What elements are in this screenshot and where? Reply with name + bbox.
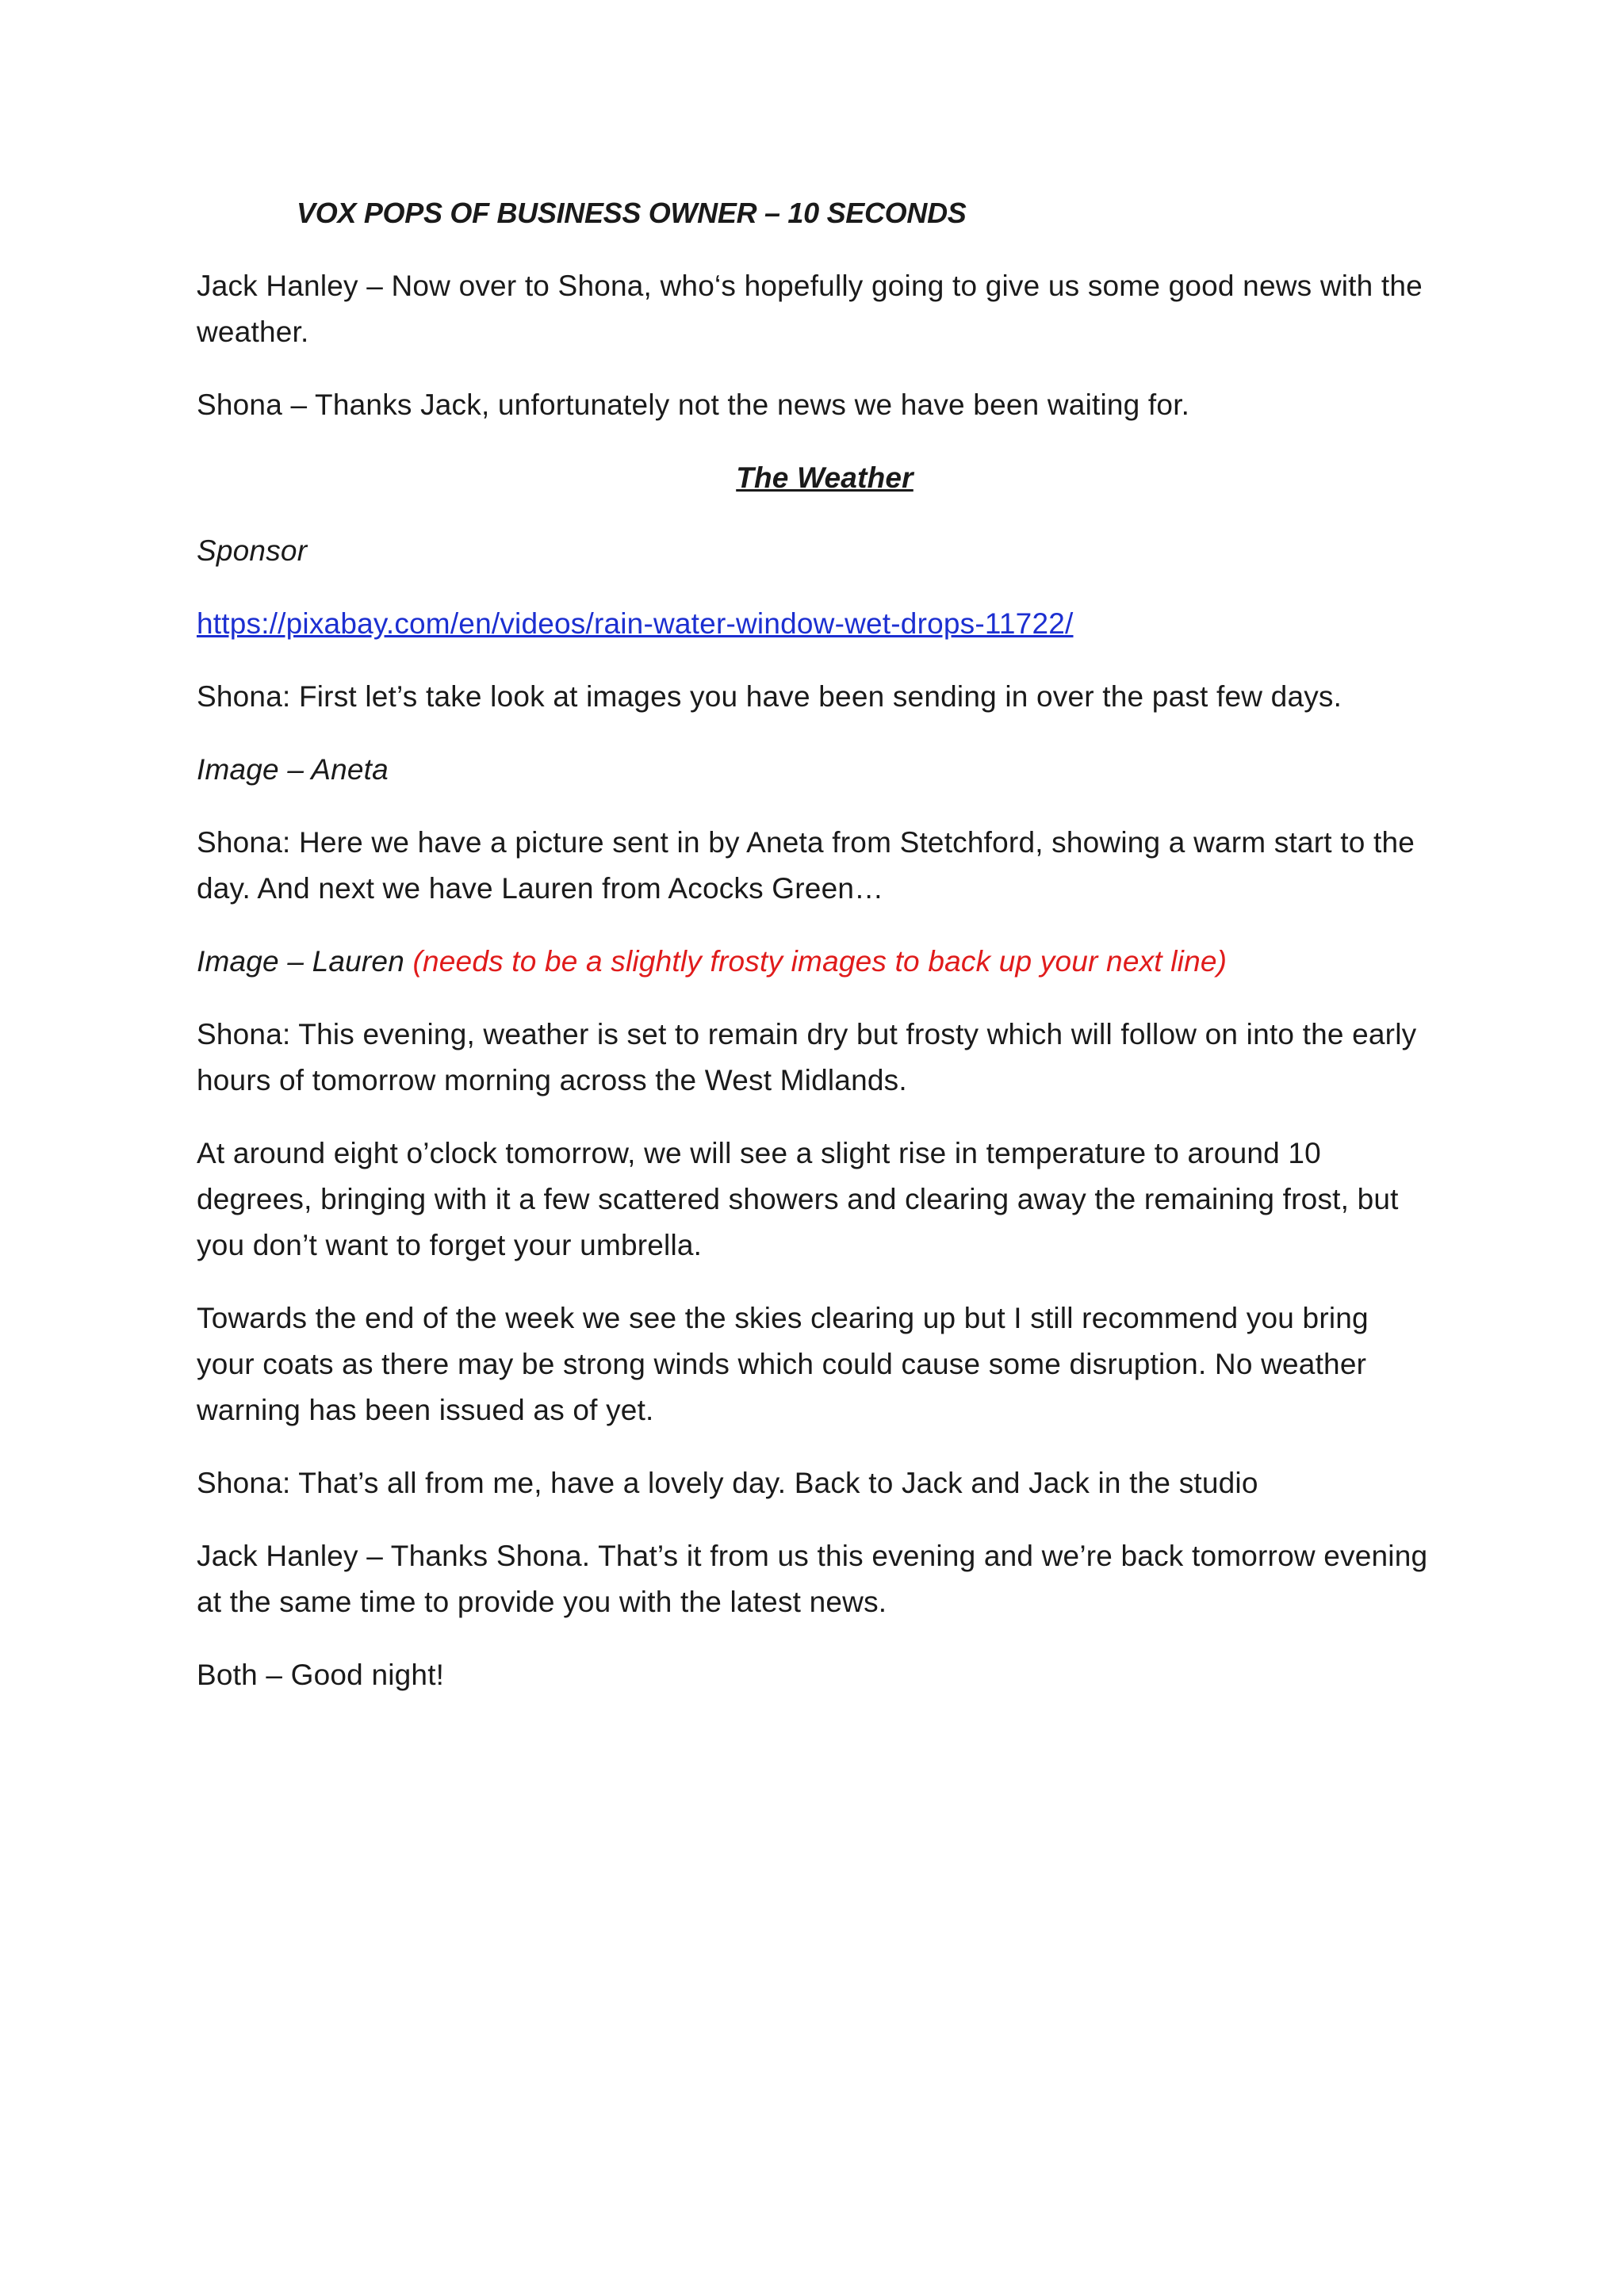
image-lauren-line [197, 939, 1434, 985]
shona-images-intro: Shona: First let’s take look at images you have been sending in over the past few days. [197, 680, 1342, 713]
sponsor-label: Sponsor [197, 534, 308, 567]
script-body [197, 190, 1434, 1725]
sponsor-link-line [197, 601, 1434, 647]
shona-signoff: Shona: That’s all from me, have a lovely day. Back to Jack and Jack in the studio [197, 1467, 1258, 1499]
shona-evening-forecast: Shona: This evening, weather is set to remain dry but frosty which will follow on into the early hours of tomorrow morning across the West Midlands. [197, 1018, 1417, 1096]
week-forecast: Towards the end of the week we see the skies clearing up but I still recommend you bring your coats as there may be strong winds which could cause some disruption. No weather warning has been issued as of yet. [197, 1302, 1369, 1426]
image-aneta-cue: Image – Aneta [197, 753, 389, 786]
vox-pops-heading: VOX POPS OF BUSINESS OWNER – 10 SECONDS [297, 197, 967, 229]
tomorrow-forecast: At around eight o’clock tomorrow, we will see a slight rise in temperature to around 10 degrees, bringing with it a few scattered showers and clearing away the remaining frost, but you don’t want to forget your umbrella. [197, 1137, 1399, 1261]
shona-reply-line: Shona – Thanks Jack, unfortunately not the news we have been waiting for. [197, 388, 1190, 421]
sponsor-video-link[interactable]: https://pixabay.com/en/videos/rain-water-window-wet-drops-11722/ [197, 607, 1074, 640]
image-lauren-direction-note: (needs to be a slightly frosty images to back up your next line) [412, 945, 1228, 978]
jack-closing-line: Jack Hanley – Thanks Shona. That’s it from us this evening and we’re back tomorrow evening at the same time to provide you with the latest news. [197, 1540, 1428, 1618]
shona-aneta-line: Shona: Here we have a picture sent in by Aneta from Stetchford, showing a warm start to the day. And next we have Lauren from Acocks Green… [197, 826, 1415, 905]
weather-section-title: The Weather [736, 461, 914, 494]
jack-intro-line: Jack Hanley – Now over to Shona, who‘s hopefully going to give us some good news with the weather. [197, 270, 1423, 348]
both-goodnight-line: Both – Good night! [197, 1659, 445, 1691]
image-lauren-cue: Image – Lauren [197, 945, 413, 978]
